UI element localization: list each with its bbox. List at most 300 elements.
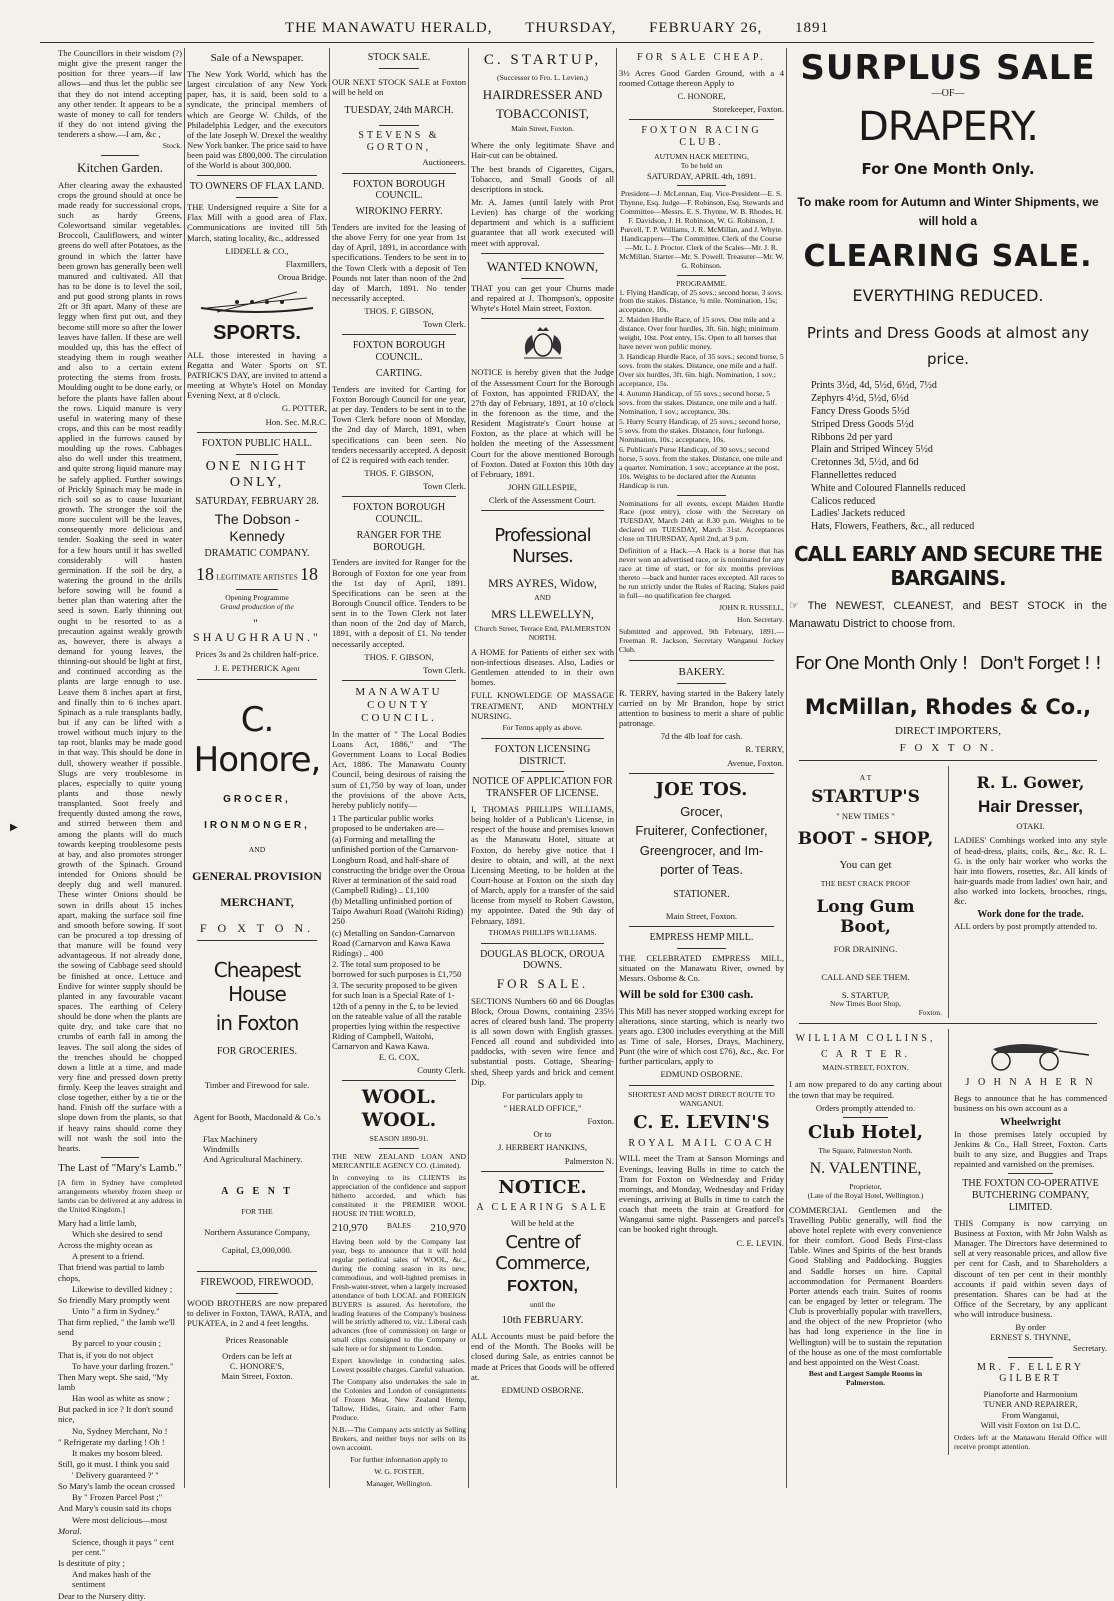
ad-text: In conveying to its CLIENTS its appreciation of the confidence and support hitherto accorded, and which has constituted it the PREMIER WOOL HOUSE IN THE WORLD, bbox=[332, 1173, 466, 1218]
ad-heading: J O H N A H E R N bbox=[965, 1076, 1096, 1088]
article-title: Kitchen Garden. bbox=[77, 160, 163, 176]
poem-line: By parcel to your cousin ; bbox=[72, 1338, 162, 1349]
ad-signature: Oroua Bridge. bbox=[277, 272, 327, 283]
ad-text: COMMERCIAL Gentlemen and the Travelling Public generally, will find the above hotel replete with every convenience for their comfort. Good Beds First-class Table. Wines and Spirits of the best brands Good Stabling and Paddocking. Buggies and Saddle horses on hire. Capital accommodation for Permanent Boarders Porter attends each train. Suites of rooms can be engaged by letter or telegram. The Club is proverbially popular with travellers, and the object of the new Proprietor (who has had long experience in the line in Wellington) will be to sustain the reputation of the house as one of the most comfortable and best appointed on the West Coast. bbox=[789, 1204, 942, 1367]
ad-line: OTAKI. bbox=[1016, 821, 1045, 832]
poem-line: To have your darling frozen." bbox=[72, 1360, 174, 1371]
ad-text: The best brands of Cigarettes, Cigars, Tobacco, and Small Goods of all descriptions in stock. bbox=[471, 163, 614, 194]
poem-line: That firm replied, " the lamb we'll send bbox=[58, 1317, 175, 1338]
ad-subheading: ROYAL MAIL COACH bbox=[628, 1137, 775, 1149]
ad-line: From Wanganui, bbox=[1001, 1409, 1060, 1420]
ad-subheading: RANGER FOR THE BOROUGH. bbox=[356, 529, 442, 553]
race-event-item: 3. Handicap Hurdle Race, of 35 sovs.; second horse, 5 sovs. from the stakes. Distance, one mile and a half. Over six hurdles, 3ft. 6in. high. Nomination, 1 sov.; acceptance, 15s. bbox=[619, 352, 784, 389]
ad-subheading: CARTING. bbox=[375, 368, 423, 379]
poem-line: Were most delicious—most bbox=[72, 1514, 168, 1525]
poem-note: [A firm in Sydney have completed arrangements whereby frozen sheep or lambs can be delivered at any address in the United Kingdom.] bbox=[58, 1178, 182, 1214]
column-divider bbox=[616, 48, 617, 1488]
ad-heading: TO OWNERS OF FLAX LAND. bbox=[189, 181, 325, 193]
column-6 bbox=[789, 48, 1107, 1488]
divider bbox=[677, 948, 727, 949]
county-work-item: (c) Metalling on Sandon-Carnarvon Road (Carnarvon and Kawa Kawa Ridings) .. 400 bbox=[332, 927, 455, 958]
buggy-illustration-icon bbox=[971, 1035, 1091, 1071]
price-list-item: White and Coloured Flannells reduced bbox=[811, 482, 966, 494]
ad-text: In those premises lately occupied by Jenkins & Co., Hall Street, Foxton. Carts built to any size, and Buggies and Traps repainted and varnished on the premises. bbox=[954, 1128, 1107, 1170]
poem-line: It makes my bosom bleed. bbox=[72, 1447, 163, 1458]
ad-date: SATURDAY, APRIL 4th, 1891. bbox=[646, 170, 757, 181]
ad-signature: Palmerston N. bbox=[564, 1155, 614, 1166]
poem-line: Still, go it must. I think you said bbox=[58, 1458, 170, 1469]
article-text: The New York World, which has the largest circulation of any New York paper, has, it is said, been sold to a syndicate, the principal members of which are George W. Childs, of the Philadelphia Ledger, and the executors of the late Joseph W. Drexel the wealthy New York banker. The price said to have been paid was £800,000. The circulation of the World is about 300,000. bbox=[187, 68, 327, 171]
ad-heading: FOXTON LICENSING DISTRICT. bbox=[494, 743, 591, 767]
county-work-item: 3. The security proposed to be given for such loan is a Special Rate of 1-12th of a penny in the £, to be levied on the rateable value of all the ratable properties lying within the respective Riding of Campbell, Waitohi, Carnarvon and Kawa Kawa. bbox=[332, 980, 462, 1052]
ad-line: until the bbox=[529, 1300, 556, 1310]
divider bbox=[342, 496, 456, 497]
ad-line: MERCHANT, bbox=[220, 894, 294, 909]
divider bbox=[379, 125, 419, 126]
ad-signature: G. POTTER, bbox=[281, 403, 327, 414]
ad-heading: Long Gum Boot, bbox=[816, 897, 915, 938]
divider bbox=[342, 1080, 456, 1081]
ad-line: By order bbox=[1015, 1322, 1046, 1333]
divider bbox=[1008, 1173, 1054, 1174]
ad-heading: MANAWATU COUNTY COUNCIL. bbox=[355, 685, 443, 724]
divider bbox=[629, 926, 774, 927]
column-4 bbox=[471, 48, 614, 1488]
ad-signature: EDMUND OSBORNE. bbox=[660, 1069, 743, 1080]
ad-heading: WILLIAM COLLINS, bbox=[795, 1032, 936, 1044]
ad-line: STATIONER. bbox=[673, 889, 730, 901]
ad-signature: LIDDELL & CO., bbox=[225, 245, 289, 256]
issue-year: 1891 bbox=[795, 20, 830, 36]
divider bbox=[236, 197, 278, 198]
ad-heading: FOXTON BOROUGH COUNCIL. bbox=[352, 178, 446, 202]
column-3 bbox=[332, 48, 466, 1488]
poem-line: Likewise to devilled kidney ; bbox=[72, 1283, 173, 1294]
ad-subheading: PROGRAMME. bbox=[676, 278, 727, 288]
price-list bbox=[789, 380, 1107, 533]
ad-line: " NEW TIMES " bbox=[836, 811, 895, 822]
ad-heading: FOXTON PUBLIC HALL. bbox=[201, 437, 313, 449]
price-list-item: Fancy Dress Goods 5½d bbox=[811, 406, 910, 418]
ad-heading: Cheapest House bbox=[213, 957, 301, 1006]
poem-line: So friendly Mary promptly went bbox=[58, 1294, 170, 1305]
ad-text: Having been sold by the Company last year, begs to announce that it will hold regular periodical sales of WOOL, &c., during the coming season in its new, commodious, and well-lighted premises in Fresh-water-street, when a largely increased attendance of both LOCAL and FOREIGN BUYERS is assured. As heretofore, the leading features of the Company's business will be strictly adhered to, viz.: Liberal cash advances (free of commission) on large or small clips consigned to the Company or sale here or for shipment to London. bbox=[332, 1236, 467, 1354]
ad-subheading: AUTUMN HACK MEETING, bbox=[654, 151, 749, 161]
ad-line: (Late of the Royal Hotel, Wellington.) bbox=[807, 1190, 924, 1200]
ad-line: Orders can be left at bbox=[222, 1350, 292, 1361]
ad-line: F O X T O N. bbox=[899, 742, 997, 755]
ad-text: The Company also undertakes the sale in the Colonies and London of consignments of Frozen Meat, New Zealand Hemp, Tallow, Hides, Grain, and other Farm Produce. bbox=[332, 1377, 466, 1422]
ad-signature: EDMUND OSBORNE. bbox=[501, 1384, 584, 1395]
ad-prices: Prices 3s and 2s children half-price. bbox=[195, 648, 319, 659]
masthead-title bbox=[0, 20, 1114, 37]
ad-signature-role: Agent bbox=[281, 663, 300, 673]
ad-line: Orders promptly attended to. bbox=[815, 1102, 916, 1113]
paper-name: THE MANAWATU HERALD, bbox=[284, 20, 493, 36]
divider bbox=[342, 173, 456, 174]
ad-line: HAIRDRESSER AND bbox=[482, 86, 603, 102]
poem-line: That is, if you do not object bbox=[58, 1349, 154, 1360]
ad-date: TUESDAY, 24th MARCH. bbox=[344, 105, 454, 117]
poem-title: The Last of "Mary's Lamb." bbox=[58, 1162, 182, 1175]
ad-text: Grand production of the bbox=[220, 602, 294, 612]
race-programme-list bbox=[619, 289, 784, 491]
ad-signature: THOMAS PHILLIPS WILLIAMS. bbox=[488, 927, 597, 937]
divider bbox=[342, 680, 456, 681]
ad-text: THIS Company is now carrying on Business at Foxton, with Mr John Walsh as Manager. The Directors have determined to sell at very reasonable prices, and allow five per cent for Cash, and to Shareholders a discount of ten per cent in their monthly accounts if paid within seven days of presentation. Shares can be had at the Office of the Secretary, by any applicant who will introduce business. bbox=[954, 1217, 1107, 1320]
county-work-item: (b) Metalling unfinished portion of Taipo Awahuri Road (Waitohi Riding) 250 bbox=[332, 896, 464, 927]
bales-count: 210,970 bbox=[332, 1221, 368, 1234]
ad-line: Grocer, bbox=[680, 803, 723, 819]
divider bbox=[629, 1085, 774, 1086]
ad-text: For Terms apply as above. bbox=[502, 722, 583, 732]
ad-signature: Flaxmillers, bbox=[285, 258, 327, 269]
ad-subheading: WIROKINO FERRY. bbox=[355, 206, 443, 218]
article-text: After clearing away the exhausted crops the ground should at once be made ready for successional crops, such as hardy Greens, Colewortsand similar vegetables. Broccoli, Cauliflowers, and winter greens do well after Potatoes, as the ground in which the latter have been grown has generally been well manured and cultivated. All that has to be done is to level the soil, and put good strong plants in rows 2ft or 3ft apart. Many of these are leggy when first put out, and they become still more so after the lower leaves have fallen. If these are well moulded up, this has the effect of steadying them in rough weather and also to a certain extent protecting the stems from frosts. Moulding ought to be done early, or before the plants have fallen about the rows. Liquid manure is very useful in watering many of these crops, and this can be most readily applied in the furrows caused by moulding up the rows. Cabbages also do well under this treatment, and quite strong liquid manure may be safely applied. Further sowings of Prickly Spinach may be made in rich soil so as to cause luxuriant growth. The stronger the soil the more succulent will be the leaves, consequently more delicious and tender. Soaking the seed in water for a few hours until it has swelled considerably will hasten germination. If the soil be dry, a watering the ground in the drills before sowing will be found a better plan than watering after the seed is sown. Early thinning out ought to be resorted to as a precaution against weakly growth as, however, there is always a demand for young leaves, the thinning-out should be light at first, and continued according as the plants are large enough to use. Leave them 8 inches apart at first, and finally thin to 6 inches apart. Spinach as a rule transplants badly, but if any can be lifted with a trowel without much injury to the tap root, blanks may be made good in that way. This should be done in dull, showery weather if possible. Slugs are very troublesome in places, especially to quite young plants and those newly transplanted. Soot freely and frequently dusted among the rows, and stirred between them and among the plants will do much towards keeping troublesome pests at bay, and also promotes stronger growth of the Spinach. Ground intended for Onions should be deeply dug and well manured. These winter Onions should be sown in drills about 15 inches apart, making the surface soil fine and smooth before sowing. If soot can be procured a top dressing of that manure will be found very advantageous. If not already done, the sowing of Cabbage seed should be finished at once. Lettuce and Endive for winter supply should be planted in any favourable vacant spaces. The earthing of Celery should be done when the plants are quite dry, and take care that no crumbs of earth fall in among the leaves. The soil along the sides of the trenches should be chopped down a little at a time, and made very fine and pressed down pretty firmly. Keep the leaves straight and close together, either by a tie or the hand. Finish off the surface with a slope down from the plants, so that if heavy rains should come they will not wash the soil into the hearts. bbox=[58, 179, 182, 1153]
ad-line: Wheelwright bbox=[999, 1115, 1062, 1128]
ad-line: Windmills bbox=[203, 1143, 239, 1154]
poem-line: A present to a friend. bbox=[72, 1251, 145, 1262]
column-2 bbox=[187, 48, 327, 1488]
ad-signature: THOS. F. GIBSON, bbox=[364, 467, 434, 478]
article-title: Sale of a Newspaper. bbox=[210, 52, 304, 64]
price-list-item: Ribbons 2d per yard bbox=[811, 431, 893, 443]
ad-text: ALL Accounts must be paid before the end of the Month. The Books will be closed during Sale, as entries cannot be made at Prices that Goods will be offered at. bbox=[471, 1331, 614, 1382]
ad-line: Will visit Foxton on 1st D.C. bbox=[980, 1419, 1081, 1430]
rowing-illustration-icon bbox=[197, 288, 317, 316]
column-divider bbox=[786, 48, 787, 1488]
ad-subheading: (Successor to Fro. L. Levien,) bbox=[497, 72, 588, 82]
ad-line: FOR GROCERIES. bbox=[216, 1045, 297, 1057]
ad-signature: E. G. COX, bbox=[378, 1052, 420, 1063]
ad-line: Main Street, Foxton. bbox=[665, 911, 738, 922]
ad-line: F O X T O N. bbox=[199, 920, 315, 935]
ad-text: 3½ Acres Good Garden Ground, with a 4 roomed Cottage thereon Apply to bbox=[619, 67, 784, 88]
ad-line: Main Street, Foxton. bbox=[221, 1370, 293, 1381]
ad-text: THAT you can get your Churns made and repaired at J. Thompson's, opposite Whyte's Hotel Main street, Foxton. bbox=[471, 282, 614, 314]
divider bbox=[629, 660, 774, 661]
company-sub: DRAMATIC COMPANY. bbox=[204, 548, 310, 560]
ad-heading: WOOL. WOOL. bbox=[361, 1086, 437, 1131]
ad-line: Flax Machinery bbox=[203, 1133, 258, 1144]
ad-heading: C. E. LEVIN'S bbox=[633, 1112, 770, 1134]
ad-heading: C. STARTUP, bbox=[483, 52, 602, 68]
ad-line: A T bbox=[859, 773, 872, 783]
race-event-item: 4. Autumn Handicap, of 55 sovs.; second horse, 5 sovs. from the stakes. Distance, one mile and a half. Nomination, 1 sov.; acceptance, 30s. bbox=[619, 389, 777, 416]
ad-heading: A G E N T bbox=[221, 1186, 293, 1198]
bales-count: 210,970 bbox=[430, 1221, 466, 1234]
ad-line: MAIN-STREET, FOXTON. bbox=[822, 1063, 909, 1073]
ad-heading: C. Honore, bbox=[193, 699, 321, 780]
ad-signature: Hon. Sec. M.R.C. bbox=[265, 416, 327, 427]
ad-heading: N. VALENTINE, bbox=[809, 1159, 922, 1177]
divider bbox=[236, 589, 278, 590]
ad-signature: STEVENS & GORTON, bbox=[358, 129, 440, 153]
ad-heading: FOR SALE. bbox=[496, 976, 589, 992]
ad-heading: R. L. Gower, bbox=[976, 773, 1085, 793]
ad-line: —OF— bbox=[931, 88, 965, 100]
poem-line: Mary had a little lamb, bbox=[58, 1217, 137, 1228]
ad-line: AND bbox=[248, 844, 266, 854]
ad-line: Centre of Commerce, bbox=[495, 1231, 590, 1275]
divider bbox=[799, 1023, 1097, 1024]
issue-date: FEBRUARY 26, bbox=[649, 20, 763, 36]
ad-signature: Clerk of the Assessment Court. bbox=[488, 495, 597, 506]
price-list-item: Calicos reduced bbox=[811, 495, 876, 507]
ad-line: GROCER, bbox=[223, 793, 291, 805]
ad-heading: FOXTON BOROUGH COUNCIL. bbox=[352, 340, 446, 364]
ad-text: Or to bbox=[533, 1129, 552, 1140]
race-event-item: 1. Flying Handicap, of 25 sovs.; second horse, 3 sovs. from the stakes. Distance, ¾ mile. Nomination, 15s; acceptance, 10s. bbox=[619, 287, 783, 315]
ad-signature: THOS. F. GIBSON, bbox=[364, 651, 434, 662]
ad-text: For particulars apply to bbox=[502, 1089, 583, 1100]
price-list-item: Prints 3½d, 4d, 5½d, 6½d, 7½d bbox=[811, 380, 937, 392]
ad-line: FOXTON, bbox=[507, 1278, 578, 1296]
ad-text: FULL KNOWLEDGE OF MASSAGE TREATMENT, AND MONTHLY NURSING. bbox=[471, 690, 614, 721]
divider bbox=[481, 1171, 604, 1172]
ad-text: Begs to announce that he has commenced business on his own account as a bbox=[954, 1092, 1107, 1113]
ad-signature: JOHN R. RUSSELL, bbox=[719, 602, 784, 612]
divider bbox=[677, 683, 727, 684]
ad-heading: STOCK SALE. bbox=[367, 52, 431, 63]
poem-line: And Mary's cousin said its chops bbox=[58, 1503, 172, 1514]
divider bbox=[197, 432, 317, 433]
ad-line: DIRECT IMPORTERS, bbox=[894, 725, 1002, 738]
ad-line: FOR THE bbox=[241, 1207, 273, 1217]
race-event-item: 2. Maiden Hurdle Race, of 15 sovs. One mile and a distance. Over four hurdles, 3ft. 6in. high; minimum weight, 10st. Post entry, 15s. Open to all horses that have never won public money. bbox=[619, 315, 779, 352]
race-event-item: 6. Publican's Purse Handicap, of 30 sovs.; second horse, 5 sovs. from the stakes. Distance, one mile and a quarter. Nomination, 1 sov.; acceptance at the post, 10s. Weights to be declared after the Autumn Handicap is run. bbox=[619, 444, 783, 490]
ad-heading: DRAPERY. bbox=[857, 103, 1038, 150]
poem-line: Science, though it pays " cent per cent." bbox=[72, 1536, 174, 1558]
ad-signature: County Clerk. bbox=[417, 1065, 466, 1076]
ad-line: Proprietor, bbox=[849, 1181, 882, 1191]
ad-text: ☞ The NEWEST, CLEANEST, and BEST STOCK in the Manawatu District to choose from. bbox=[789, 600, 1107, 630]
price-list-item: Ladies' Jackets reduced bbox=[811, 508, 905, 520]
ad-heading: MR. F. ELLERY GILBERT bbox=[976, 1361, 1085, 1385]
county-work-item: 1 The particular public works proposed to be undertaken are— bbox=[332, 812, 445, 834]
divider bbox=[101, 155, 138, 156]
poem-line: Unto " a firm in Sydney." bbox=[72, 1305, 160, 1316]
ad-signature: New Times Boot Shop, bbox=[830, 998, 901, 1008]
poem-line: But packed in ice ? It don't sound nice, bbox=[58, 1404, 173, 1425]
ad-subheading: SEASON 1890-91. bbox=[369, 1134, 429, 1144]
ad-line: Prints and Dress Goods at almost any price. bbox=[806, 324, 1090, 368]
ad-subheading: SHORTEST AND MOST DIRECT ROUTE TO WANGANUI. bbox=[628, 1089, 775, 1108]
ad-line: 10th FEBRUARY. bbox=[501, 1314, 584, 1327]
letter-signoff: Stock. bbox=[162, 141, 182, 151]
ad-signature: Hon. Secretary. bbox=[737, 614, 784, 624]
poem-line: And makes hash of the sentiment bbox=[72, 1569, 151, 1590]
ad-heading: in Foxton bbox=[215, 1011, 299, 1036]
ad-date: SATURDAY, FEBRUARY 28. bbox=[195, 495, 319, 507]
ad-text: I am now prepared to do any carting about the town that may be required. bbox=[789, 1079, 942, 1100]
royal-crest-icon bbox=[518, 325, 568, 361]
ad-text: I, THOMAS PHILLIPS WILLIAMS, being holder of a Publican's License, in respect of the house and premises known as the Manawatu Hotel, situate at Foxton, do hereby give notice that I desire to obtain, and will, at the next Licensing Meeting, to be holden at the Court-house at Foxton on the sixth day of March, apply for a transfer of the said license from myself to Robert Cawston, my appointee. Dated the 9th day of February, 1891. bbox=[471, 804, 614, 926]
divider bbox=[481, 510, 604, 511]
ad-line: MRS AYRES, Widow, bbox=[488, 575, 597, 590]
ad-line: EVERYTHING REDUCED. bbox=[852, 285, 1044, 305]
divider bbox=[197, 940, 317, 941]
ad-signature: Secretary. bbox=[1072, 1342, 1107, 1353]
ad-signature: C. E. LEVIN. bbox=[736, 1237, 784, 1248]
ad-text: In the matter of " The Local Bodies Loans Act, 1886," and "The Government Loans to Local Bodies Act, 1886. The Manawatu County Council, being desirous of raising the sum of £1,750 by way of loan, under the provisions of the above Acts, hereby publicly notify— bbox=[332, 728, 466, 810]
ad-line: Agent for Booth, Macdonald & Co.'s bbox=[193, 1111, 321, 1122]
divider bbox=[677, 495, 727, 496]
ad-text: WILL meet the Tram at Sanson Mornings and Evenings, leaving Bulls in time to catch the Tram for Foxton on Wednesday and Friday mornings, and Monday, Wednesday and Friday evenings, arriving at Bulls in time to catch the coach that meets the train at Greatford for Wanganui same night. Passengers and parcel's can be booked right through. bbox=[619, 1153, 784, 1235]
letter-text: The Councillors in their wisdom (?) might give the present ranger the position for three years—if law allows—and thus let the public see that they do not intend accepting any other tender. It appears to be a waste of money to call for tenders if they do not intend giving the tenderers a show.—I am, &c , bbox=[58, 48, 182, 140]
ad-line: The Square, Palmerston North. bbox=[818, 1146, 913, 1156]
ad-text: 7d the 4lb loaf for cash. bbox=[660, 731, 743, 742]
ad-line: FOR DRAINING. bbox=[833, 943, 898, 954]
ad-line: Main Street, Foxton. bbox=[511, 124, 574, 134]
poem-line: Which she desired to send bbox=[72, 1228, 163, 1239]
divider bbox=[677, 185, 727, 186]
ad-signature: Auctioneers. bbox=[422, 157, 466, 168]
ad-text: Where the only legitimate Shave and Hair-cut can be obtained. bbox=[471, 140, 614, 161]
divider bbox=[481, 318, 604, 319]
ad-line: Fruiterer, Confectioner, bbox=[635, 823, 768, 839]
ad-text: NOTICE is hereby given that the Judge of the Assessment Court for the Borough of Foxton, has appointed FRIDAY, the 27th day of February, 1891, at 10 o'clock in the forenoon as the time, and the Resident Magistrate's Court house at Foxton, as the place at which will be holden the meeting of the Assessment Court for the above mentioned Borough of Foxton. Dated at Foxton this 10th day of February, 1891. bbox=[471, 367, 614, 479]
price-list-item: Hats, Flowers, Feathers, &c., all reduced bbox=[811, 521, 975, 533]
ad-text: Tenders are invited for Ranger for the Borough of Foxton for one year from the 1st day of April, 1891. Specifications can be seen at the Borough Council office. Tenders to be sent in to the Town Clerk not later than noon of the 2nd day of March, 1891, with a deposit of £1. No tender necessarily accepted. bbox=[332, 557, 466, 649]
price-list-item: Flannellettes reduced bbox=[811, 470, 897, 481]
poem-line: ' Delivery guaranteed ?' " bbox=[72, 1470, 159, 1481]
poem-line: That friend was partial to lamb chops, bbox=[58, 1262, 165, 1283]
county-works-list bbox=[332, 813, 466, 1051]
poem-line: Then Mary wept. She said, "My lamb bbox=[58, 1371, 169, 1392]
divider bbox=[677, 275, 727, 276]
ad-subheading: C A R T E R. bbox=[821, 1048, 910, 1060]
play-title: " SHAUGHRAUN." bbox=[193, 616, 321, 645]
divider bbox=[1008, 1357, 1054, 1358]
divider bbox=[521, 771, 564, 772]
divider bbox=[197, 1271, 317, 1272]
ad-text: R. TERRY, having started in the Bakery lately carried on by Mr Brandon, hope by strict attention to business to merit a share of public patronage. bbox=[619, 687, 784, 729]
divider bbox=[521, 278, 564, 279]
ad-heading: Professional Nurses. bbox=[494, 525, 591, 568]
ad-signature: W. G. FOSTER, bbox=[374, 1466, 424, 1476]
ad-heading: FIREWOOD, FIREWOOD. bbox=[200, 1277, 314, 1289]
ad-heading: JOE TOS. bbox=[655, 778, 748, 800]
ad-line: Will be sold for £300 cash. bbox=[619, 987, 754, 1002]
poem-line: No, Sydney Merchant, No ! bbox=[72, 1425, 168, 1436]
divider bbox=[342, 334, 456, 335]
ad-text: Definition of a Hack.—A Hack is a horse that has never won an advertised race, or is nominated for any race at time of start, or for six months previous thereto —back and hunter races excepted. All races to be run strictly under the Rules of Racing. Stakes paid in full—no qualification fee charged. bbox=[619, 546, 784, 601]
divider bbox=[481, 253, 604, 254]
ad-text: Tenders are invited for the leasing of the above Ferry for one year from 1st day of April, 1891, in accordance with specifications. Tenders to be sent in to the Town Clerk with a deposit of Ten Pounds not later than noon of the 2nd day of March, 1891. No tender necessarily accepted. bbox=[332, 222, 466, 303]
ad-line: Work done for the trade. bbox=[977, 909, 1084, 921]
divider bbox=[101, 1157, 138, 1158]
divider bbox=[843, 1117, 889, 1118]
ad-text: A HOME for Patients of either sex with non-infectious diseases. Also, Ladies or Gentlemen attended to in their own homes. bbox=[471, 646, 614, 688]
ad-line: Capital, £3,000,000. bbox=[222, 1245, 292, 1256]
ad-line: CALL EARLY AND SECURE THE BARGAINS. bbox=[793, 541, 1103, 590]
divider bbox=[197, 679, 317, 680]
ad-line: IRONMONGER, bbox=[204, 819, 310, 831]
ad-text: ALL those interested in having a Regatta and Water Sports on ST. PATRICK'S DAY, are invited to attend a meeting at Whyte's Hotel on Monday Evening Next, at 8 o'clock. bbox=[187, 349, 327, 401]
margin-pointer-icon: ▶ bbox=[10, 822, 18, 833]
poem-line: By " Frozen Parcel Post ;" bbox=[72, 1492, 163, 1503]
ad-signature: Town Clerk. bbox=[423, 319, 466, 330]
poem-body bbox=[58, 1218, 182, 1601]
ad-signature: C. HONORE, bbox=[677, 91, 726, 102]
column-divider bbox=[329, 48, 330, 1488]
poem-line: Dear to the Nursery ditty. bbox=[58, 1590, 146, 1601]
county-work-item: 2. The total sum proposed to be borrowed for such purposes is £1,750 bbox=[332, 958, 462, 980]
ad-text: Expert knowledge in conducting sales. Lowest possible charges. Careful valuation. bbox=[332, 1356, 466, 1375]
ad-line: GENERAL PROVISION bbox=[192, 868, 322, 883]
ad-signature: J. HERBERT HANKINS, bbox=[497, 1142, 588, 1153]
ad-line: Greengrocer, and Im- bbox=[639, 842, 764, 858]
ad-text: THE Undersigned require a Site for a Flax Mill with a good area of Flax. Communications are invited till 5th March, stating locality, &c., addressed bbox=[187, 202, 327, 243]
ad-line: AND bbox=[534, 592, 551, 602]
column-5 bbox=[619, 48, 784, 1488]
column-divider bbox=[468, 48, 469, 1488]
ad-line: A CLEARING SALE bbox=[476, 1201, 609, 1213]
ad-heading: SURPLUS SALE bbox=[800, 48, 1096, 88]
ad-signature: Town Clerk. bbox=[423, 664, 466, 675]
ad-line: Church Street, Terrace End, PALMERSTON NORTH. bbox=[474, 623, 611, 642]
ad-line: You can get bbox=[839, 859, 892, 872]
poem-line: Moral. bbox=[58, 1525, 82, 1536]
ad-text: Submitted and approved, 9th February, 1891.—Freeman R. Jackson, Secretary Wanganui Jockey Club. bbox=[619, 626, 784, 654]
ad-line: To make room for Autumn and Winter Shipments, we will hold a bbox=[797, 194, 1099, 228]
ad-heading: FOR SALE CHEAP. bbox=[637, 52, 766, 63]
ad-heading: CLEARING SALE. bbox=[803, 239, 1093, 275]
ad-text: President—J. McLennan, Esq. Vice-President—E. S. Thynne, Esq. Judge—F. Robinson, Esq. Stewards and Committee—Messrs. E. S. Thynne, W. B. Rhodes, H. F. Davidson, J. H. Robinson, W. G. Robinson, J. Purcell, T. P. Williams, J. R. McMillan, and J. Whyte. Handicappers—The Committee. Clerk of the Course—Mr. L. J. Proctor. Clerk of the Scales—Mr. J. R. McMillan. Starter—Mr. S. Powell. Treasurer—Mr. W. G. Robinson. bbox=[619, 189, 784, 270]
ad-text: Foxton. bbox=[587, 1116, 614, 1127]
ad-heading: WANTED KNOWN, bbox=[486, 258, 599, 274]
divider bbox=[197, 175, 317, 176]
divider bbox=[629, 773, 774, 774]
ad-heading: STARTUP'S bbox=[811, 787, 920, 808]
ad-line: For One Month Only. bbox=[861, 160, 1035, 179]
ad-line: CALL AND SEE THEM. bbox=[821, 971, 910, 982]
ad-signature: JOHN GILLESPIE, bbox=[508, 481, 577, 492]
ad-text: OUR NEXT STOCK SALE at Foxton will be held on bbox=[332, 76, 466, 97]
ad-signature: S. STARTUP, bbox=[841, 989, 890, 1000]
ad-text: SECTIONS Numbers 60 and 66 Douglas Block, Oroua Downs, containing 235½ acres of cleared bush land. The property is all sown down with English grasses. Fenced all round and subdivided into paddocks, with seven wire fence and substantial posts. Cottage, Shearing-shed, Sheep yards and brick and cement Dip. bbox=[471, 995, 614, 1087]
poem-line: So Mary's lamb the ocean crossed bbox=[58, 1481, 175, 1492]
divider bbox=[379, 1148, 419, 1149]
ad-line: For One Month Only ! bbox=[795, 653, 968, 675]
ad-line: And Agricultural Machinery. bbox=[203, 1154, 303, 1165]
ad-text: Mr. A. James (until lately with Prot Levien) has charge of the working department and which is a sufficient guarantee that all work executed will meet with approval. bbox=[471, 196, 614, 248]
divider bbox=[379, 68, 419, 69]
ad-heading: BAKERY. bbox=[678, 665, 725, 678]
ad-subheading: NOTICE OF APPLICATION FOR TRANSFER OF LICENSE. bbox=[472, 776, 613, 800]
column-divider bbox=[184, 48, 185, 1488]
divider bbox=[799, 760, 1097, 761]
ad-text: THE CELEBRATED EMPRESS MILL, situated on the Manawatu River, owned by Messrs. Osborne & Co. bbox=[619, 952, 784, 984]
poem-line: Has wool as white as snow ; bbox=[72, 1393, 170, 1404]
column-1 bbox=[58, 48, 182, 1601]
ad-line: Northern Assurance Company, bbox=[204, 1227, 310, 1237]
poem-line: Is destitute of pity ; bbox=[58, 1558, 125, 1569]
poem-line: Across the mighty ocean as bbox=[58, 1240, 153, 1251]
ad-heading: FOXTON BOROUGH COUNCIL. bbox=[352, 502, 446, 525]
ad-signature: THOS. F. GIBSON, bbox=[364, 306, 434, 317]
divider bbox=[236, 1293, 278, 1294]
ad-signature: ERNEST S. THYNNE, bbox=[990, 1332, 1071, 1343]
ad-signature: Storekeeper, Foxton. bbox=[712, 104, 784, 115]
ad-signature: Manager, Wellington. bbox=[366, 1478, 432, 1488]
ad-line: MRS LLEWELLYN, bbox=[491, 606, 594, 621]
ad-text: Opening Programme bbox=[225, 593, 289, 603]
ad-line: THE BEST CRACK PROOF bbox=[820, 879, 911, 889]
ad-heading: McMillan, Rhodes & Co., bbox=[804, 694, 1092, 719]
ad-text: " HERALD OFFICE," bbox=[503, 1102, 582, 1113]
